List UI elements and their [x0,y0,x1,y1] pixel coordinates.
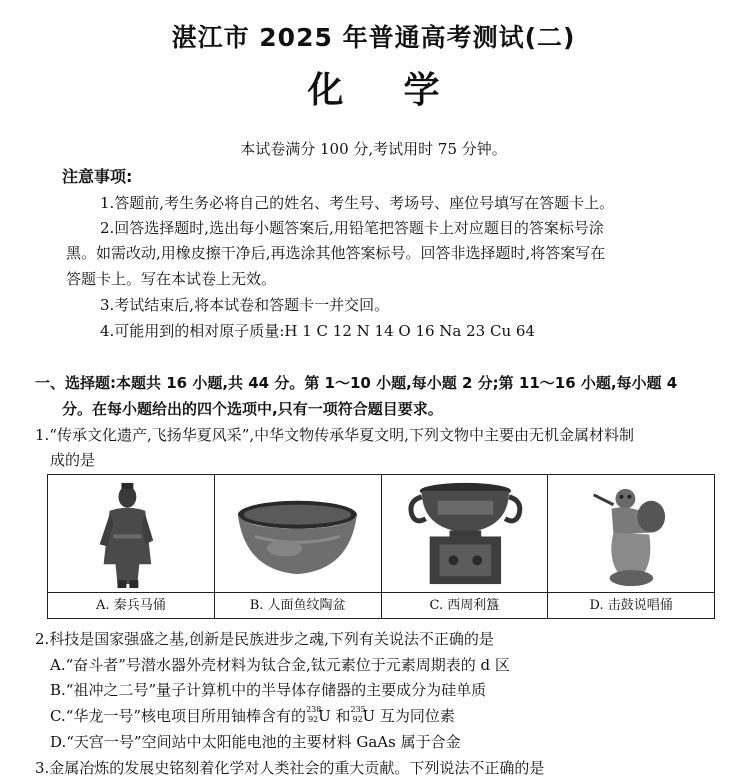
q1-option-b-label: B. 人面鱼纹陶盆 [215,592,381,618]
q1-option-b [215,475,382,618]
bronze-gui-image [382,475,548,592]
q3-stem: 3.金属冶炼的发展史铭刻着化学对人类社会的重大贡献。下列说法不正确的是 [35,759,545,777]
q1-option-c [382,475,549,618]
q1-option-c-label: C. 西周利簋 [382,592,548,618]
isotope-u235 [350,705,366,724]
pottery-basin-image [215,475,381,592]
notice-line-6: 4.可能用到的相对原子质量:H 1 C 12 N 14 O 16 Na 23 Cu 64 [100,322,535,340]
q1-option-a-label: A. 秦兵马俑 [48,592,214,618]
isotope-mass-238: 238 [306,705,322,714]
section-heading-line-2: 分。在每小题给出的四个选项中,只有一项符合题目要求。 [62,400,443,418]
q1-option-a [48,475,215,618]
q2-option-c-text-1: C.“华龙一号”核电项目所用铀棒含有的 [50,707,307,725]
q2-stem: 2.科技是国家强盛之基,创新是民族进步之魂,下列有关说法不正确的是 [35,630,494,648]
drum-storyteller-image [548,475,714,592]
exam-title: 湛江市 2025 年普通高考测试(二) [171,23,576,52]
notice-line-4: 答题卡上。写在本试卷上无效。 [66,270,277,288]
q2-option-a: A.“奋斗者”号潜水器外壳材料为钛合金,钛元素位于元素周期表的 d 区 [50,656,510,674]
q1-stem-line-2: 成的是 [50,451,96,469]
isotope-number-92-b: 92 [352,715,363,724]
notice-line-3: 黑。如需改动,用橡皮擦干净后,再选涂其他答案标号。回答非选择题时,将答案写在 [66,244,606,262]
notice-line-1: 1.答题前,考生务必将自己的姓名、考生号、考场号、座位号填写在答题卡上。 [100,194,615,212]
subject-title: 化学 [307,70,500,111]
exam-meta: 本试卷满分 100 分,考试用时 75 分钟。 [240,140,507,158]
q2-option-d: D.“天宫一号”空间站中太阳能电池的主要材料 GaAs 属于合金 [50,733,461,751]
isotope-number-92: 92 [308,715,319,724]
q2-option-b: B.“祖冲之二号”量子计算机中的半导体存储器的主要成分为硅单质 [50,681,487,699]
notice-line-2: 2.回答选择题时,选出每小题答案后,用铅笔把答题卡上对应题目的答案标号涂 [100,219,604,237]
q1-options-table [47,474,715,619]
notice-line-5: 3.考试结束后,将本试卷和答题卡一并交回。 [100,296,390,314]
section-heading-line-1: 一、选择题:本题共 16 小题,共 44 分。第 1～10 小题,每小题 2 分;第 11～16 小题,每小题 4 [35,374,678,392]
q1-stem-line-1: 1.“传承文化遗产,飞扬华夏风采”,中华文物传承华夏文明,下列文物中主要由无机金属材料制 [35,426,634,444]
isotope-mass-235: 235 [350,705,366,714]
q1-option-d [548,475,714,618]
q2-option-c [50,705,455,726]
notice-heading: 注意事项: [62,167,133,186]
isotope-u238 [306,705,322,724]
q1-option-d-label: D. 击鼓说唱俑 [548,592,714,618]
terracotta-warrior-image [48,475,214,592]
q2-option-c-text-2: U 和 [318,707,351,725]
q2-option-c-text-3: U 互为同位素 [362,707,455,725]
